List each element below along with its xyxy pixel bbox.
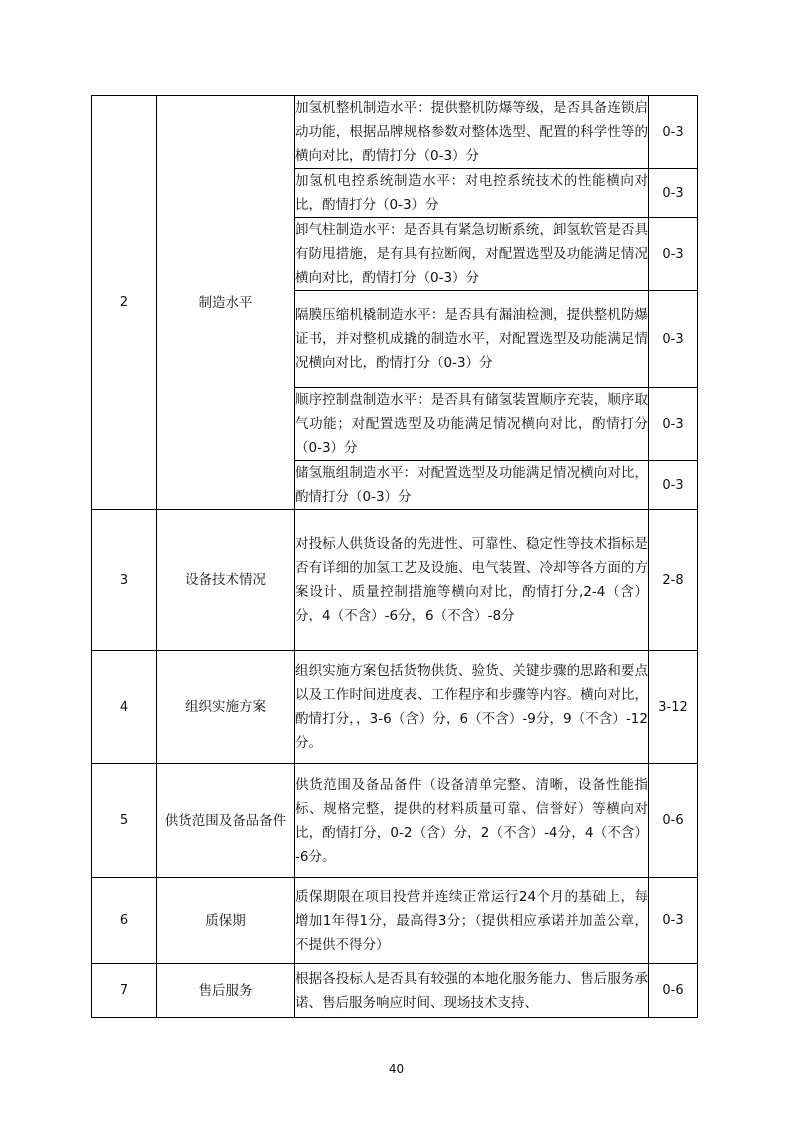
criteria-description: 储氢瓶组制造水平：对配置选型及功能满足情况横向对比，酌情打分（0-3）分 [295,461,649,510]
item-name: 质保期 [157,878,295,964]
item-name: 供货范围及备品备件 [157,764,295,878]
scoring-table [91,95,698,1018]
table-row [92,964,698,1018]
score-range: 0-3 [649,388,698,461]
score-range: 2-8 [649,510,698,651]
table-row [92,651,698,764]
table-row [92,878,698,964]
criteria-description: 隔膜压缩机橇制造水平：是否具有漏油检测，提供整机防爆证书，并对整机成撬的制造水平，对配置选型及功能满足情况横向对比，酌情打分（0-3）分 [295,291,649,388]
item-name: 设备技术情况 [157,510,295,651]
item-name: 售后服务 [157,964,295,1018]
score-range: 3-12 [649,651,698,764]
criteria-description: 卸气柱制造水平：是否具有紧急切断系统，卸氢软管是否具有防甩措施，是有具有拉断阀，对配置选型及功能满足情况横向对比，酌情打分（0-3）分 [295,218,649,291]
table-row [92,510,698,651]
score-range: 0-6 [649,764,698,878]
criteria-description: 顺序控制盘制造水平：是否具有储氢装置顺序充装，顺序取气功能；对配置选型及功能满足情况横向对比，酌情打分（0-3）分 [295,388,649,461]
table-row [92,96,698,169]
item-name: 制造水平 [157,96,295,510]
criteria-description: 加氢机整机制造水平：提供整机防爆等级，是否具备连锁启动功能，根据品牌规格参数对整体选型、配置的科学性等的横向对比，酌情打分（0-3）分 [295,96,649,169]
criteria-description: 加氢机电控系统制造水平：对电控系统技术的性能横向对比，酌情打分（0-3）分 [295,169,649,218]
row-number: 3 [92,510,157,651]
table-row [92,764,698,878]
row-number: 5 [92,764,157,878]
criteria-description: 根据各投标人是否具有较强的本地化服务能力、售后服务承诺、售后服务响应时间、现场技术支持、 [295,964,649,1018]
score-range: 0-6 [649,964,698,1018]
score-range: 0-3 [649,218,698,291]
criteria-description: 对投标人供货设备的先进性、可靠性、稳定性等技术指标是否有详细的加氢工艺及设施、电气装置、冷却等各方面的方案设计、质量控制措施等横向对比，酌情打分,2-4（含）分，4（不含）-6分，6（不含）-8分 [295,510,649,651]
criteria-description: 组织实施方案包括货物供货、验货、关键步骤的思路和要点以及工作时间进度表、工作程序和步骤等内容。横向对比，酌情打分，，3-6（含）分，6（不含）-9分，9（不含）-12分。 [295,651,649,764]
score-range: 0-3 [649,169,698,218]
score-range: 0-3 [649,878,698,964]
criteria-description: 供货范围及备品备件（设备清单完整、清晰，设备性能指标、规格完整，提供的材料质量可靠、信誉好）等横向对比，酌情打分，0-2（含）分，2（不含）-4分，4（不含）-6分。 [295,764,649,878]
score-range: 0-3 [649,461,698,510]
score-range: 0-3 [649,96,698,169]
score-range: 0-3 [649,291,698,388]
row-number: 4 [92,651,157,764]
row-number: 2 [92,96,157,510]
item-name: 组织实施方案 [157,651,295,764]
criteria-description: 质保期限在项目投营并连续正常运行24个月的基础上，每增加1年得1分，最高得3分；（提供相应承诺并加盖公章，不提供不得分） [295,878,649,964]
row-number: 7 [92,964,157,1018]
page-number: 40 [388,1062,405,1076]
row-number: 6 [92,878,157,964]
